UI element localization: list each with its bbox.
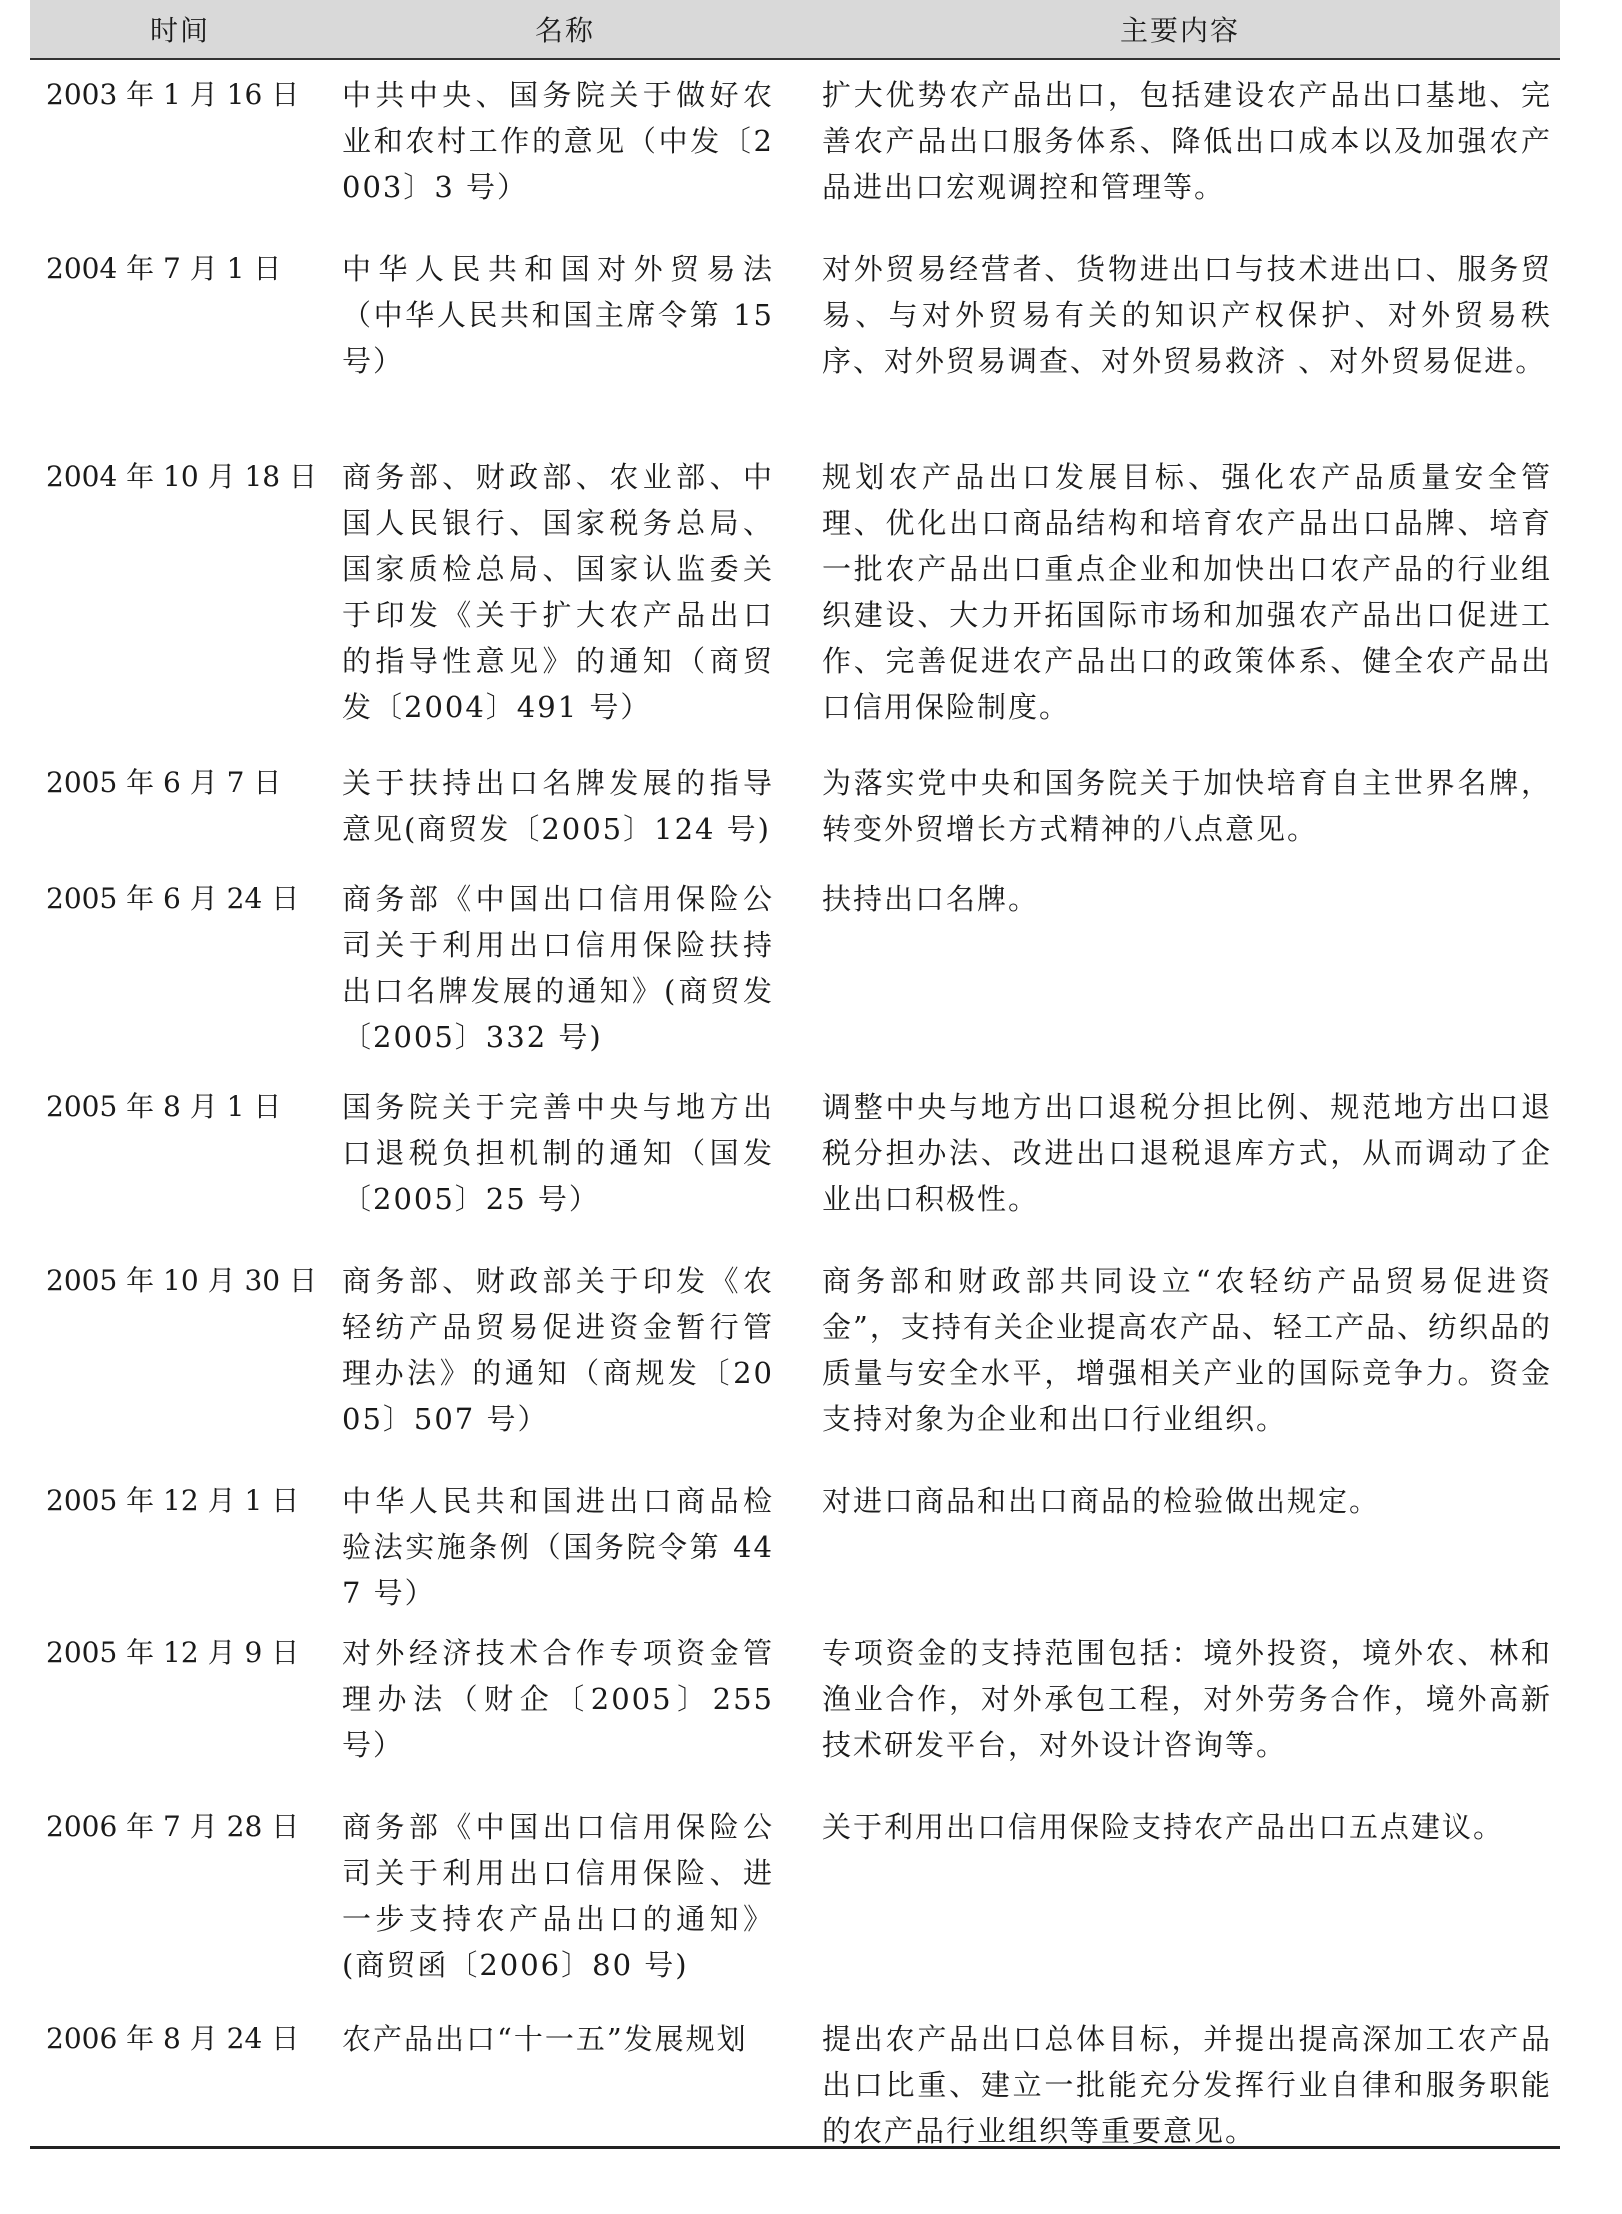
cell-date: 2006 年 8 月 24 日: [46, 2022, 300, 2055]
cell-name: 国务院关于完善中央与地方出口退税负担机制的通知（国发〔2005〕25 号）: [342, 1090, 774, 1216]
table-row: [30, 1618, 1560, 1792]
cell-content: 扩大优势农产品出口，包括建设农产品出口基地、完善农产品出口服务体系、降低出口成本以及加强农产品进出口宏观调控和管理等。: [822, 78, 1552, 204]
cell-name: 中共中央、国务院关于做好农业和农村工作的意见（中发〔2003〕3 号）: [342, 78, 774, 204]
cell-date: 2005 年 8 月 1 日: [46, 1090, 282, 1123]
header-name: 名称: [330, 0, 800, 59]
cell-name: 商务部、财政部、农业部、中国人民银行、国家税务总局、国家质检总局、国家认监委关于印发《关于扩大农产品出口的指导性意见》的通知（商贸发〔2004〕491 号）: [342, 460, 774, 724]
table-row: [30, 748, 1560, 864]
header-row: [30, 0, 1560, 59]
cell-name: 商务部、财政部关于印发《农轻纺产品贸易促进资金暂行管理办法》的通知（商规发〔2005〕507 号）: [342, 1264, 774, 1436]
cell-date: 2005 年 12 月 9 日: [46, 1636, 300, 1669]
cell-name: 商务部《中国出口信用保险公司关于利用出口信用保险、进一步支持农产品出口的通知》(商贸函〔2006〕80 号): [342, 1810, 774, 1982]
cell-date: 2004 年 10 月 18 日: [46, 460, 318, 493]
cell-name: 中华人民共和国进出口商品检验法实施条例（国务院令第 447 号）: [342, 1484, 774, 1610]
cell-content: 对进口商品和出口商品的检验做出规定。: [822, 1484, 1381, 1518]
table-row: [30, 234, 1560, 442]
cell-date: 2005 年 12 月 1 日: [46, 1484, 300, 1517]
cell-content: 为落实党中央和国务院关于加快培育自主世界名牌，转变外贸增长方式精神的八点意见。: [822, 766, 1552, 846]
cell-name: 商务部《中国出口信用保险公司关于利用出口信用保险扶持出口名牌发展的通知》(商贸发〔2005〕332 号): [342, 882, 774, 1054]
cell-date: 2004 年 7 月 1 日: [46, 252, 282, 285]
header-date: 时间: [30, 0, 330, 59]
table-row: [30, 2004, 1560, 2186]
cell-name: 关于扶持出口名牌发展的指导意见(商贸发〔2005〕124 号): [342, 766, 774, 846]
cell-content: 商务部和财政部共同设立“农轻纺产品贸易促进资金”，支持有关企业提高农产品、轻工产品、纺织品的质量与安全水平，增强相关产业的国际竞争力。资金支持对象为企业和出口行业组织。: [822, 1264, 1552, 1436]
cell-date: 2005 年 10 月 30 日: [46, 1264, 318, 1297]
cell-date: 2006 年 7 月 28 日: [46, 1810, 300, 1843]
table-row: [30, 1072, 1560, 1246]
cell-date: 2003 年 1 月 16 日: [46, 78, 300, 111]
table-row: [30, 1246, 1560, 1466]
cell-content: 扶持出口名牌。: [822, 882, 1040, 916]
cell-content: 调整中央与地方出口退税分担比例、规范地方出口退税分担办法、改进出口退税退库方式，从而调动了企业出口积极性。: [822, 1090, 1552, 1216]
cell-content: 规划农产品出口发展目标、强化农产品质量安全管理、优化出口商品结构和培育农产品出口品牌、培育一批农产品出口重点企业和加快出口农产品的行业组织建设、大力开拓国际市场和加强农产品出口促进工作、完善促进农产品出口的政策体系、健全农产品出口信用保险制度。: [822, 460, 1552, 724]
table-row: [30, 59, 1560, 234]
table-row: [30, 1466, 1560, 1618]
table-row: [30, 442, 1560, 748]
table-row: [30, 1792, 1560, 2004]
policy-table: [30, 0, 1560, 2186]
document-page: [30, 0, 1560, 2186]
cell-date: 2005 年 6 月 7 日: [46, 766, 282, 799]
table-header: [30, 0, 1560, 59]
table-bottom-rule: [30, 2146, 1560, 2149]
cell-name: 对外经济技术合作专项资金管理办法（财企〔2005〕255 号）: [342, 1636, 774, 1762]
cell-name: 中华人民共和国对外贸易法（中华人民共和国主席令第 15 号）: [342, 252, 774, 378]
cell-date: 2005 年 6 月 24 日: [46, 882, 300, 915]
cell-name: 农产品出口“十一五”发展规划: [342, 2022, 748, 2056]
table-row: [30, 864, 1560, 1072]
cell-content: 提出农产品出口总体目标，并提出提高深加工农产品出口比重、建立一批能充分发挥行业自律和服务职能的农产品行业组织等重要意见。: [822, 2022, 1552, 2148]
table-body: [30, 59, 1560, 2186]
header-content: 主要内容: [800, 0, 1560, 59]
cell-content: 专项资金的支持范围包括：境外投资，境外农、林和渔业合作，对外承包工程，对外劳务合作，境外高新技术研发平台，对外设计咨询等。: [822, 1636, 1552, 1762]
cell-content: 对外贸易经营者、货物进出口与技术进出口、服务贸易、与对外贸易有关的知识产权保护、对外贸易秩序、对外贸易调查、对外贸易救济 、对外贸易促进。: [822, 252, 1552, 378]
cell-content: 关于利用出口信用保险支持农产品出口五点建议。: [822, 1810, 1505, 1844]
